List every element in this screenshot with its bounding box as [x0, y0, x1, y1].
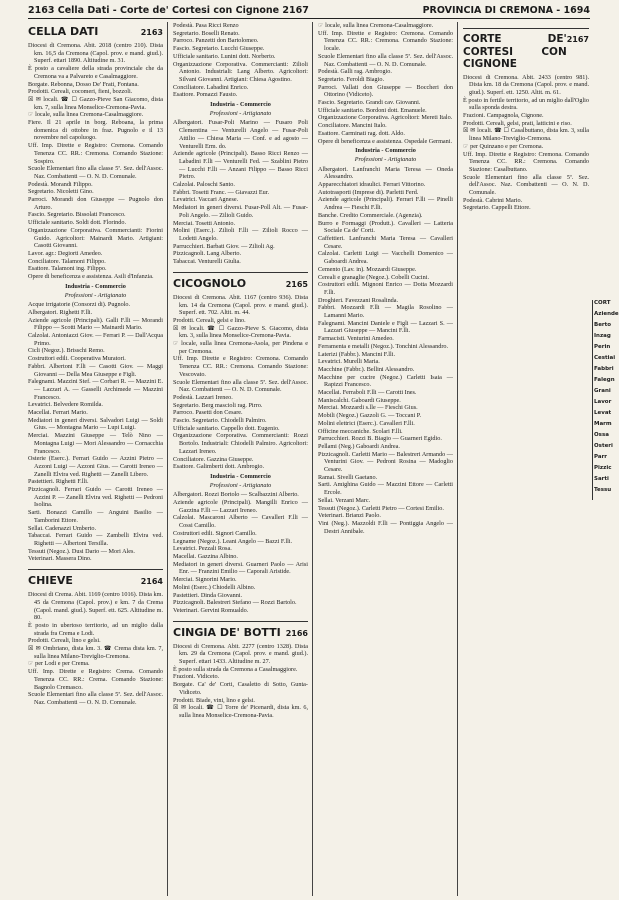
column-2	[173, 22, 308, 896]
trade-entry: Macchine per cucire (Negoz.) Carletti Isaia — Rapizzi Francesco.	[318, 373, 453, 389]
official-entry: Esattore. Carminati rag. dott. Aldo.	[318, 129, 405, 137]
info-line: Uff. Imp. Dirette e Registro: Cremona. Comando Tenenza CC. RR.: Cremona. Comando Stazione: locale.	[318, 29, 453, 53]
official-entry: Conciliatore. Talamoni Filippo.	[28, 257, 106, 265]
commune-heading	[463, 33, 589, 71]
official-entry: Organizzazione Corporativa. Commercianti: Zilioli Antonio. Industriali: Lang Alberto. Agricoltori: Silvani Giovanni. Artigiani: Chiesa Agostino.	[173, 60, 308, 83]
official-entry: Esattore. Talamoni ing. Filippo.	[28, 265, 107, 273]
info-line: ☒ ✉ locali. ☎ ☐ Gazzo-Pieve S. Giacomo, dista km. 3, sulla linea Monselice-Cremona-Pavia.	[173, 324, 308, 340]
trade-entry: Tabaccai. Ferrari Guido — Zambelli Elvira ved. Righetti — Albertoni Tersilla.	[28, 532, 163, 547]
info-line: ☒ ✉ Ombriano, dista km. 3. ☎ Crema dista km. 7, sulla linea Milano-Treviglio-Cremona.	[28, 645, 163, 660]
info-line: Uff. Imp. Dirette e Registro: Cremona. Comando Tenenza CC. RR.: Cremona. Comando Stazione: Vescovato.	[173, 355, 308, 378]
commune-number: 2164	[140, 577, 163, 587]
trade-entry: Maniscalchi. Gaboardi Giuseppe.	[318, 396, 401, 404]
commune-intro: Diocesi di Cremona. Abit. 2277 (centro 1328). Dista km. 29 da Cremona (Capol. prov. e mand. giud.). Superf. ettari 1433. Altitudine m. 27.	[173, 642, 308, 666]
official-entry: Fascio. Segretario. Lucchi Giuseppe.	[173, 45, 265, 53]
column-3	[318, 22, 453, 896]
commune-name: CICOGNOLO	[173, 276, 247, 290]
official-entry: Organizzazione Corporativa. Commercianti: Fiorini Guido. Agricoltori: Mainardi Mario. Artigiani: Casotti Giovanni.	[28, 226, 163, 250]
trade-entry: Tessuti (Negoz.). Dusi Dario — Mori Ales.	[28, 547, 135, 555]
trade-entry: Falegnami. Mancini Daniele e Figli — Lazzari S. — Lazzari Giuseppe — Mancini F.lli.	[318, 319, 453, 335]
trade-entry: Officine meccaniche. Scolari F.lli.	[318, 427, 403, 435]
info-line: Prodotti. Biade, vini, lino e gelsi.	[173, 696, 255, 704]
margin-fragment: Falegn	[594, 377, 615, 383]
trade-entry: Osterie (Eserc.). Ferrari Guido — Azzini Pietro — Azzoni Luigi — Azzoni Gius. — Carotti Ireneo — Zanelli Elvira ved. Righetti — Zanelli Libero.	[28, 455, 163, 478]
margin-fragment: Cestiai	[594, 355, 616, 361]
trade-entry: Molini elettrici (Eserc.). Cavalleri F.lli.	[318, 419, 415, 427]
trade-entry: Fabbri. Albertoni F.lli — Casotti Giov. — Maggi Giovanni — Della Mea Giuseppe e Figli.	[28, 362, 163, 378]
margin-fragment: Pizzic	[594, 465, 612, 471]
header-right: PROVINCIA DI CREMONA - 1694	[422, 5, 590, 16]
info-line: Scuole Elementari fino alla classe 5ª. Sez. dell'Assoc. Naz. Combattenti — O. N. D. Comunale.	[28, 165, 163, 180]
trade-entry: Merciai. Mazzini Giuseppe — Telò Nino — Montagna Luigi — Mori Alessandro — Cornacchia Francesco.	[28, 432, 163, 455]
official-entry: Ufficiale sanitario. Cappello dott. Eugenio.	[173, 424, 280, 432]
info-line: Prodotti. Cereali, cocomeri, fieni, bozzoli.	[28, 88, 133, 96]
official-entry: Podestà. Pasa Ricci Renzo	[173, 22, 239, 29]
section-rule	[28, 569, 163, 570]
trade-entry: Mobili (Negoz.) Gazzoli G. — Toccani P.	[318, 412, 422, 420]
trade-entry: Acque irrigatorie (Consorzi di). Pugnolo.	[28, 301, 131, 309]
trade-entry: Banche. Credito Commerciale. (Agenzia).	[318, 211, 423, 219]
commune-number: 2166	[285, 628, 308, 638]
info-line: Frazioni. Vidiceto.	[173, 673, 220, 681]
trade-entry: Droghieri. Favezzani Rosalinda.	[318, 296, 399, 304]
official-entry: Esattore. Pomazzi Fausto.	[173, 91, 238, 99]
margin-fragment: Aziende	[594, 311, 619, 317]
info-line: Uff. Imp. Dirette e Registro: Cremona. Comando Tenenza CC. RR.: Cremona. Comando Stazione: Sospiro.	[28, 142, 163, 165]
trade-entry: Cicli (Negoz.). Brisschi Remo.	[28, 347, 105, 355]
trade-entry: Caffettieri. Lanfranchi Maria Teresa — Cavalleri Cesare.	[318, 234, 453, 250]
trade-entry: Ferramenta e metalli (Negoz.). Tonchini Alessandro.	[318, 342, 449, 350]
trade-entry: Cemento (Lav. in). Mozzardi Giuseppe.	[318, 265, 417, 273]
trade-entry: Calzolai. Paloschi Santo.	[173, 181, 235, 189]
trade-entry: Mediatori in generi diversi. Salvadori Luigi — Soldi Gius. — Montagna Mario — Lupi Luigi.	[28, 416, 163, 432]
trade-entry: Aziende agricole (Principali). Basso Ricci Renzo — Labadini F.lli — Venturelli Fed. — Szablini Pietro — Lucchi F.lli — Anzani Filippo — Basso Ricci Pietro.	[173, 150, 308, 181]
trade-entry: Levatrici. Pezzali Rosa.	[173, 545, 232, 553]
info-line: Frazioni. Campagnola, Cignone.	[463, 112, 544, 120]
official-entry: Conciliatore. Mancini Italo.	[318, 122, 387, 130]
margin-fragment: Marm	[594, 421, 612, 427]
commune-section	[173, 272, 308, 615]
official-entry: Conciliatore. Labadini Enrico.	[173, 83, 249, 91]
commune-section	[463, 28, 589, 212]
commune-intro: Diocesi di Cremona. Abit. 2433 (centro 981). Dista km. 18 da Cremona (Capol. prov. e mand. giud.). Superf. ett. 1250. Altit. m. 61.	[463, 73, 589, 96]
trade-entry: Pizzicagnoli. Carletti Mario — Balestreri Armando — Venturini Giov. — Pedroni Rosina — Madoglio Cesare.	[318, 450, 453, 474]
official-entry: Podestà. Morandi Filippo.	[28, 180, 93, 188]
margin-fragment: Osteri	[594, 443, 613, 449]
column-divider	[167, 22, 168, 896]
official-entry: Ufficiale sanitario. Soldi dott. Florindo.	[28, 219, 127, 227]
commune-name: CORTE DE' CORTESI CON CIGNONE	[463, 33, 567, 70]
trade-entry: Legname (Negoz.). Leani Angelo — Bazzi F.lli.	[173, 537, 293, 545]
commune-intro: Diocesi di Cremona. Abit. 1167 (centro 936). Dista km. 14 da Cremona (Capol. prov. e mand. giud.). Superf. ett. 702. Altit. m. 44.	[173, 293, 308, 317]
trade-entry: Pizzicagnoli. Balestreri Stefano — Rozzi Bartolo.	[173, 599, 297, 607]
trade-entry: Levatrici. Vaccari Agnese.	[173, 196, 239, 204]
info-line: È posto in fertile territorio, ad un miglio dall'Oglio sulla sponda destra.	[463, 96, 589, 112]
official-entry: Fascio. Segretario. Chiodelli Palmiro.	[173, 417, 267, 425]
info-line: ☒ ✉ locali. ☎ ☐ Casalbuttano, dista km. 3, sulla linea Milano-Treviglio-Cremona.	[463, 127, 589, 143]
commune-section	[318, 22, 453, 535]
commune-number: 2163	[140, 28, 163, 37]
trade-entry: Fabbri. Tosetti Franc. — Giavazzi Eur.	[173, 188, 270, 196]
official-entry: Lavor. agr.: Degiorti Amedeo.	[28, 249, 103, 257]
commune-name: CELLA DATI	[28, 25, 99, 38]
trade-entry: Laterizi (Fabbr.). Mancini F.lli.	[318, 350, 396, 358]
trade-entry: Costruttori edili. Mignoni Enrico — Dotta Mozzardi F.lli.	[318, 281, 453, 296]
official-entry: Fascio. Segretario. Grandi cav. Giovanni.	[318, 99, 421, 107]
commune-section	[173, 621, 308, 720]
commune-heading	[28, 25, 163, 39]
info-line: ☞ per Lodi e per Crema.	[28, 660, 90, 668]
info-line: Prodotti. Cereali, gelsi e lino.	[173, 316, 246, 324]
trades-heading: Industria - Commercio	[65, 282, 126, 290]
trades-subheading: Professioni - Artigianato	[209, 481, 272, 489]
official-entry: Segretario. Boselli Renato.	[173, 29, 240, 37]
info-line: ☞ locale, sulla linea Cremona-Casalmaggiore.	[318, 22, 434, 29]
info-line: Scuole Elementari fino alla classe 5ª. Sez. dell'Assoc. Naz. Combattenti — O. N. D. Comunale.	[318, 52, 453, 68]
margin-fragment: Berto	[594, 322, 612, 328]
trade-entry: Pastettieri. Dinda Giovanni.	[173, 591, 243, 599]
official-entry: Opere di beneficenza e assistenza. Asili d'Infanzia.	[28, 273, 154, 281]
margin-fragment: Sarti	[594, 476, 609, 482]
info-line: ☞ locale, sulla linea Cremona-Asola, per Pindena e per Cremona.	[173, 340, 308, 355]
trade-entry: Vini (Neg.). Mazzoldi F.lli — Pontiggia Angelo — Destri Annibale.	[318, 520, 453, 535]
column-1	[28, 22, 163, 896]
trade-entry: Mediatori in generi diversi. Fusar-Poll Alt. — Fusar-Poli Angelo. — Zilioli Guido.	[173, 204, 308, 219]
trade-entry: Aziende agricole (Principali). Galli F.lli — Morandi Filippo — Scotti Mario — Mainardi Mario.	[28, 316, 163, 332]
official-entry: Organizzazione Corporativa. Agricoltori: Mereti Italo.	[318, 114, 453, 122]
margin-fragment: Fabbri	[594, 366, 614, 372]
official-entry: Parroco. Pasetti don Cesare.	[173, 409, 243, 417]
official-entry: Segretario. Nicoletti Gino.	[28, 188, 94, 196]
adjacent-page-margin	[592, 300, 619, 500]
official-entry: Organizzazione Corporativa. Commercianti: Rozzi Bortolo. Industriali: Chiodelli Palmiro. Agricoltori: Lazzari Ireneo.	[173, 432, 308, 455]
trade-entry: Levatrici. Belvedere Romilda.	[28, 401, 103, 409]
info-line: Prodotti. Cereali, lino e gelsi.	[28, 637, 101, 645]
margin-fragment: Parr	[594, 454, 608, 460]
margin-fragment: Lavor	[594, 399, 612, 405]
info-line: Fiere. Il 21 aprile in borg. Reboana, la prima domenica di ottobre in fraz. Pugnolo e il 13 novembre nel capoluogo.	[28, 119, 163, 142]
trade-entry: Macellai. Ferraboli F.lli — Carotti Ines.	[318, 389, 417, 397]
commune-name: CHIEVE	[28, 574, 73, 588]
trade-entry: Aziende agricole (Principali). Mangilli Enrico — Gazzina F.lli — Lazzari Ireneo.	[173, 499, 308, 514]
trade-entry: Macellai. Gazzina Albino.	[173, 553, 238, 560]
trade-entry: Sellai. Cadenazzi Umberto.	[28, 524, 97, 532]
info-line: È posto sulla strada da Cremona a Casalmaggiore.	[173, 665, 298, 673]
info-line: Scuole Elementari fino alla classe 5ª. Sez. dell'Assoc. Naz. Combattenti — O. N. D. Comunale.	[173, 378, 308, 394]
trade-entry: Pastettieri. Righetti F.lli.	[28, 478, 89, 486]
trade-entry: Pellami (Neg.) Gaboardi Andrea.	[318, 442, 400, 450]
trade-entry: Falegnami. Mazzini Stef. — Corbari R. — Mazzini E. — Lazzari A. — Gasselli Archimede — Mazzini Francesco.	[28, 378, 163, 401]
commune-number: 2165	[285, 279, 308, 289]
official-entry: Opere di beneficenza e assistenza. Ospedale Germani.	[318, 137, 452, 145]
trade-entry: Parrucchieri. Rozzi B. Biagio — Guarneri Egidio.	[318, 435, 442, 443]
commune-heading	[28, 574, 163, 588]
trade-entry: Merciai. Signorini Mario.	[173, 576, 237, 584]
trade-entry: Albergatori. Fusar-Poli Marino — Fusaro Poli Clementina — Venturelli Angelo — Fusar-Poli Attilio — Chiesa Maria — Conf. e ad agosto — Venturelli Erm. do.	[173, 119, 308, 150]
info-line: Prodotti. Cereali, gelsi, prati, latticini e riso.	[463, 119, 572, 127]
trades-heading: Industria - Commercio	[210, 101, 271, 109]
trade-entry: Molini (Eserc.). Zilioli F.lli — Zilioli Rocco — Lodetti Angelo.	[173, 227, 308, 242]
trades-subheading: Professioni - Artigianato	[64, 291, 127, 299]
page-header	[28, 4, 590, 19]
trade-entry: Calzolai. Carletti Luigi — Vacchelli Domenico — Gaboardi Andrea.	[318, 250, 453, 266]
info-line: ☞ locale, sulla linea Cremona-Casalmaggiore.	[28, 111, 144, 119]
official-entry: Podestà. Lazzari Ireneo.	[173, 393, 233, 401]
info-line: Scuole Elementari fino alla classe 5ª. Sez. dell'Assoc. Naz. Combattenti — O. N. D. Comunale.	[463, 173, 589, 197]
margin-fragment: Levat	[594, 410, 612, 416]
info-line: Borgate. Rebonna, Dosso De' Frati, Fontana.	[28, 80, 139, 88]
trade-entry: Tabaccai. Venturelli Giulia.	[173, 258, 241, 266]
info-line: È posto a cavaliere della strada provinciale che da Cremona va a Palvareto e Casalmaggiore.	[28, 65, 163, 80]
trade-entry: Autotrasporti (Imprese di). Parletti Ferd.	[318, 188, 419, 196]
official-entry: Ufficiale sanitario. Bordoni dott. Emanuele.	[318, 106, 427, 114]
info-line: ☞ per Quinzano e per Cremona.	[463, 142, 544, 150]
official-entry: Conciliatore. Gazzina Giuseppe.	[173, 455, 254, 463]
trade-entry: Molini (Eserc.) Chiodelli Albino.	[173, 583, 256, 591]
column-divider	[312, 22, 313, 896]
trade-entry: Sarti. Bonazzi Camillo — Anguini Basilio — Tamborini Ettore.	[28, 509, 163, 524]
section-rule	[463, 28, 589, 29]
commune-section	[28, 25, 163, 563]
official-entry: Parroci. Morandi don Giuseppe — Pugnolo don Arturo.	[28, 196, 163, 211]
official-entry: Fascio. Segretario. Bissolati Francesco.	[28, 211, 126, 219]
commune-number: 2167	[566, 35, 589, 44]
trade-entry: Fabbri. Mozzardi F.lli — Magila Rosolino — Lamanni Mario.	[318, 304, 453, 320]
trade-entry: Pizzicagnoli. Lang Alberto.	[173, 250, 242, 258]
commune-name: CINGIA DE' BOTTI	[173, 625, 281, 639]
info-line: Uff. Imp. Dirette e Registro: Cremona. Comando Tenenza CC. RR.: Cremona. Comando Stazione: Casalbuttano.	[463, 150, 589, 173]
trade-entry: Levatrici. Murelli Maria.	[318, 358, 380, 366]
trade-entry: Pizzicagnoli. Ferrari Guido — Carotti Ireneo — Azzini P. — Zanelli Elvira ved. Righetti — Pedroni Isolina.	[28, 486, 163, 509]
official-entry: Esattore. Galimberti dott. Ambrogio.	[173, 463, 265, 471]
header-left: 2163 Cella Dati - Corte de' Cortesi con Cignone 2167	[28, 5, 309, 16]
info-line: È posto in ubertoso territorio, ad un miglio dalla strada fra Crema e Lodi.	[28, 621, 163, 637]
trade-entry: Farmacisti. Venturini Amedeo.	[318, 335, 394, 343]
trades-subheading: Professioni - Artigianato	[209, 109, 272, 117]
trade-entry: Calzolai. Mascaroni Alberto — Cavalleri F.lli — Cossi Camillo.	[173, 514, 308, 530]
trade-entry: Sellai. Verzani Marc.	[318, 496, 371, 504]
trade-entry: Merciai. Tosetti Antonio.	[173, 219, 236, 227]
trade-entry: Macellai. Ferrari Mario.	[28, 409, 88, 417]
trade-entry: Ramai. Sivelli Gaetano.	[318, 473, 378, 481]
trade-entry: Burro e Formaggi (Produtt.). Cavalleri — Latteria Sociale Ca de' Corti.	[318, 219, 453, 235]
trade-entry: Calzolai. Antoniazzi Giov. — Ferrari P. — Dall'Acqua Primo.	[28, 332, 163, 347]
commune-section	[173, 22, 308, 266]
margin-fragment: Inzag	[594, 333, 611, 339]
trade-entry: Sarti. Amighina Guido — Mazzini Ettore — Carletti Ercole.	[318, 481, 453, 497]
commune-intro: Diocesi di Cremona. Abit. 2018 (centro 210). Dista km. 16,5 da Cremona (Capol. prov. e mand. giud.). Superf. ettari 1890. Altitudine m. 31.	[28, 42, 163, 65]
commune-intro: Diocesi di Crema. Abit. 1169 (centro 1016). Dista km. 45 da Cremona (Capol. prov.) e km. 7 da Crema (Capol. mand. giud.). Superf. ett. 625. Altitudine m. 80.	[28, 591, 163, 622]
info-line: ☒ ✉ locali. ☎ ☐ Torre de' Picenardi, dista km. 6, sulla linea Monselice-Cremona-Pavia.	[173, 704, 308, 719]
commune-heading	[173, 626, 308, 640]
margin-fragment: Perin	[594, 344, 611, 350]
official-entry: Parroco. Panzetti don Bartolomeo.	[173, 37, 259, 45]
section-rule	[173, 272, 308, 273]
trade-entry: Apparecchiatori idraulici. Ferrari Vittorino.	[318, 181, 426, 189]
trades-subheading: Professioni - Artigianato	[354, 155, 417, 163]
margin-fragment: Tessu	[594, 487, 612, 493]
trade-entry: Aziende agricole (Principali). Ferrari F.lli — Pinelli Andrea — Fieschi F.lli.	[318, 196, 453, 212]
trade-entry: Cereali e granaglie (Negoz.). Cobelli Cucini.	[318, 273, 429, 281]
section-rule	[173, 621, 308, 622]
trade-entry: Costruttori edili. Cooperativa Muratori.	[28, 355, 126, 363]
official-entry: Segretario. Berg mascioli rag. Pirro.	[173, 401, 263, 409]
column-divider	[457, 22, 458, 896]
official-entry: Ufficiale sanitario. Lunini dott. Norberto.	[173, 52, 276, 60]
trade-entry: Veterinari. Gervini Romualdo.	[173, 606, 249, 614]
commune-section	[28, 569, 163, 707]
official-entry: Podestà. Cabrini Mario.	[463, 196, 523, 204]
trade-entry: Albergatori. Rozzi Bortolo — Scalbazzini Alberto.	[173, 491, 299, 499]
column-4	[463, 22, 589, 896]
trade-entry: Merciai. Mozzardi s.lle — Fieschi Gius.	[318, 404, 418, 412]
official-entry: Segretario. Feroldi Biagio.	[318, 75, 384, 83]
trades-heading: Industria - Commercio	[210, 472, 271, 480]
trade-entry: Veterinari. Massera Dino.	[28, 555, 92, 563]
trade-entry: Mediatori in generi diversi. Guarneri Paolo — Arisi Enr. — Franzini Emilio — Caporali Aristide.	[173, 560, 308, 576]
trade-entry: Macchine (Fabbr.). Bellini Alessandro.	[318, 365, 415, 373]
trade-entry: Albergatori. Righetti F.lli.	[28, 308, 93, 316]
margin-fragment: Grani	[594, 388, 611, 394]
trade-entry: Albergatori. Lanfranchi Maria Teresa — Oneda Alessandro.	[318, 165, 453, 181]
trade-entry: Veterinari. Brianzi Paolo.	[318, 512, 381, 520]
trade-entry: Parrucchieri. Barbati Giov. — Zilioli Ag.	[173, 242, 275, 250]
margin-fragment: CORT	[594, 300, 611, 306]
trades-heading: Industria - Commercio	[355, 147, 416, 155]
trade-entry: Tessuti (Negoz.). Carletti Pietro — Cortesi Emilio.	[318, 504, 444, 512]
trade-entry: Costruttori edili. Signori Camillo.	[173, 529, 257, 537]
official-entry: Parroci. Vallati don Giuseppe — Boccheri don Ottorino (Vidiceto).	[318, 83, 453, 99]
info-line: Borgate. Ca' de' Corti, Casaletto di Sotto, Gunta-Vidiceto.	[173, 681, 308, 696]
margin-fragment: Ossa	[594, 432, 609, 438]
official-entry: Segretario. Cappelli Ettore.	[463, 204, 531, 212]
commune-heading	[173, 277, 308, 291]
info-line: ☒ ✉ locali. ☎ ☐ Gazzo-Pieve San Giacomo, dista km. 7, sulla linea Monselice-Cremona-Pavia.	[28, 95, 163, 111]
info-line: Uff. Imp. Dirette e Registro: Crema. Comando Tenenza CC. RR.: Crema. Comando Stazione: Bagnolo Cremasco.	[28, 668, 163, 691]
info-line: Scuole Elementari fino alla classe 5ª. Sez. dell'Assoc. Naz. Combattenti — O. N. D. Comunale.	[28, 691, 163, 706]
official-entry: Podestà. Galli rag. Ambrogio.	[318, 68, 392, 76]
